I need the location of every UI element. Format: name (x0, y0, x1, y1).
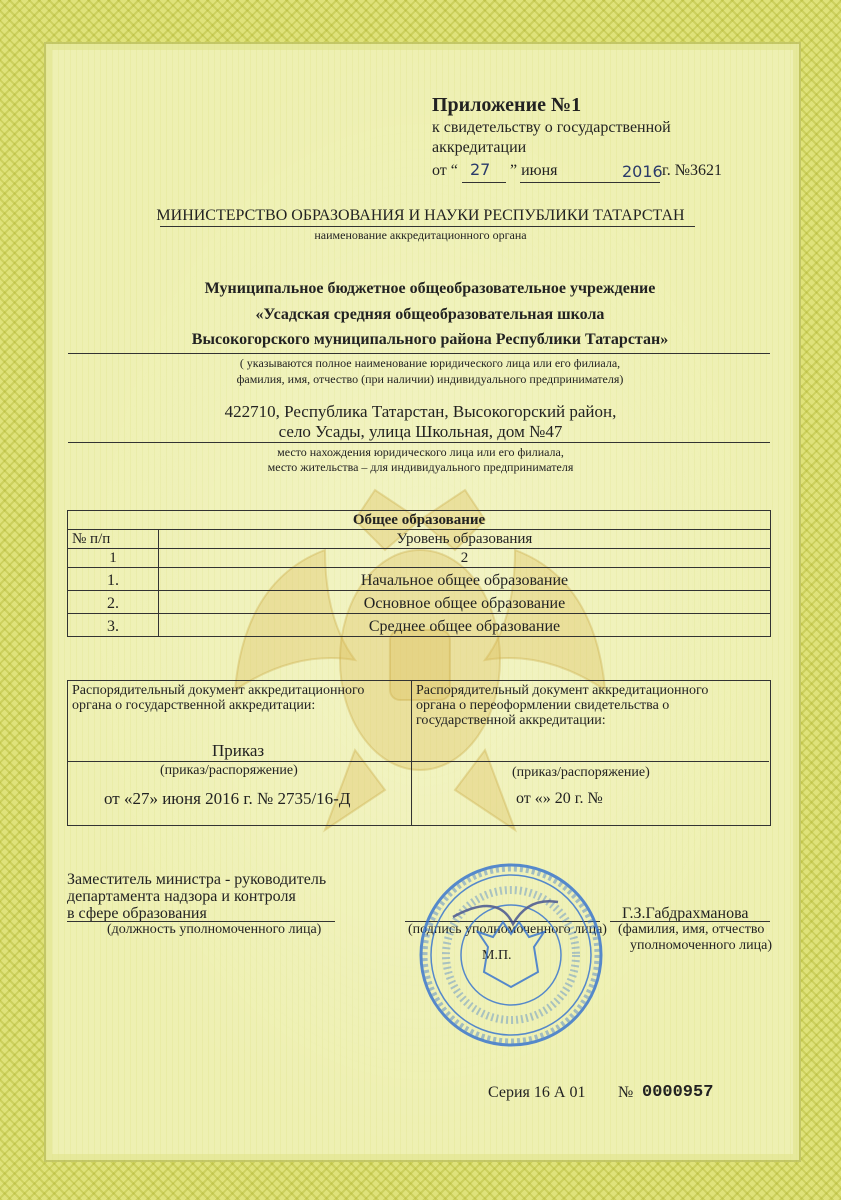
right-doc-caption: (приказ/распоряжение) (512, 765, 650, 780)
right-doc-reference: от «» 20 г. № (516, 790, 603, 807)
education-levels-table (67, 510, 771, 637)
table-title: Общее образование (68, 511, 771, 530)
table-row (68, 614, 771, 637)
authority-underline (160, 226, 695, 227)
left-doc-caption: (приказ/распоряжение) (160, 763, 298, 778)
organization-caption1: ( указываются полное наименование юридического лица или его филиала, (239, 356, 621, 370)
decree-type-underline (67, 761, 769, 762)
left-doc-title2: органа о государственной аккредитации: (72, 698, 316, 713)
authority-name: МИНИСТЕРСТВО ОБРАЗОВАНИЯ И НАУКИ РЕСПУБЛИКИ ТАТАРСТАН (156, 207, 685, 224)
form-number: 0000957 (642, 1083, 714, 1102)
address-underline (68, 442, 770, 443)
name-caption1: (фамилия, имя, отчество (618, 922, 765, 937)
appendix-subtitle-line2: аккредитации (432, 139, 527, 156)
certificate-number: г. №3621 (662, 162, 723, 179)
right-doc-title2: органа о переоформлении свидетельства о (416, 698, 670, 713)
decree-box-divider (411, 681, 412, 825)
date-year-underline (620, 182, 660, 183)
left-doc-title1: Распорядительный документ аккредитационного (72, 683, 365, 698)
column-index-2: 2 (159, 549, 771, 568)
left-doc-reference: от «27» июня 2016 г. № 2735/16-Д (104, 789, 351, 808)
table-row (68, 591, 771, 614)
name-caption2: уполномоченного лица) (630, 938, 772, 953)
date-day-underline (462, 182, 506, 183)
organization-line3: Высокогорского муниципального района Республики Татарстан» (191, 331, 669, 348)
row-level: Основное общее образование (159, 591, 771, 614)
organization-line2: «Усадская средняя общеобразовательная школа (255, 306, 605, 323)
organization-line1: Муниципальное бюджетное общеобразовательное учреждение (204, 280, 656, 297)
address-line1: 422710, Республика Татарстан, Высокогорский район, (224, 402, 617, 421)
organization-caption2: фамилия, имя, отчество (при наличии) индивидуального предпринимателя) (236, 372, 624, 386)
date-year: 2016 (622, 162, 663, 181)
date-prefix: от “ (432, 162, 458, 179)
signatory-name: Г.З.Габдрахманова (622, 905, 749, 922)
column-header-level: Уровень образования (159, 530, 771, 549)
seal-label: М.П. (482, 948, 512, 963)
appendix-title: Приложение №1 (432, 94, 582, 116)
number-symbol: № (618, 1084, 634, 1101)
organization-underline (68, 353, 770, 354)
address-line2: село Усады, улица Школьная, дом №47 (278, 422, 563, 441)
table-header-row (68, 530, 771, 549)
right-doc-title3: государственной аккредитации: (416, 713, 606, 728)
address-caption1: место нахождения юридического лица или его филиала, (277, 445, 564, 459)
series-label: Серия 16 А 01 (488, 1084, 586, 1101)
official-seal-stamp (418, 862, 604, 1048)
table-title-row (68, 511, 771, 530)
row-number: 1. (68, 568, 159, 591)
table-row (68, 568, 771, 591)
signature-caption: (подпись уполномоченного лица) (408, 922, 607, 937)
date-month-underline (520, 182, 620, 183)
row-number: 3. (68, 614, 159, 637)
left-doc-type: Приказ (212, 741, 265, 760)
column-header-number: № п/п (68, 530, 159, 549)
column-index-1: 1 (68, 549, 159, 568)
address-caption2: место жительства – для индивидуального предпринимателя (267, 460, 574, 474)
row-level: Начальное общее образование (159, 568, 771, 591)
signatory-position-line2: департамента надзора и контроля (67, 888, 296, 905)
row-number: 2. (68, 591, 159, 614)
table-column-number-row (68, 549, 771, 568)
row-level: Среднее общее образование (159, 614, 771, 637)
date-month: ” июня (510, 162, 558, 179)
authority-caption: наименование аккредитационного органа (314, 228, 527, 242)
signatory-position-line3: в сфере образования (67, 905, 207, 922)
signatory-position-line1: Заместитель министра - руководитель (67, 871, 327, 888)
position-caption: (должность уполномоченного лица) (107, 922, 322, 937)
appendix-subtitle-line1: к свидетельству о государственной (432, 119, 671, 136)
date-day: 27 (470, 160, 491, 179)
right-doc-title1: Распорядительный документ аккредитационного (416, 683, 709, 698)
